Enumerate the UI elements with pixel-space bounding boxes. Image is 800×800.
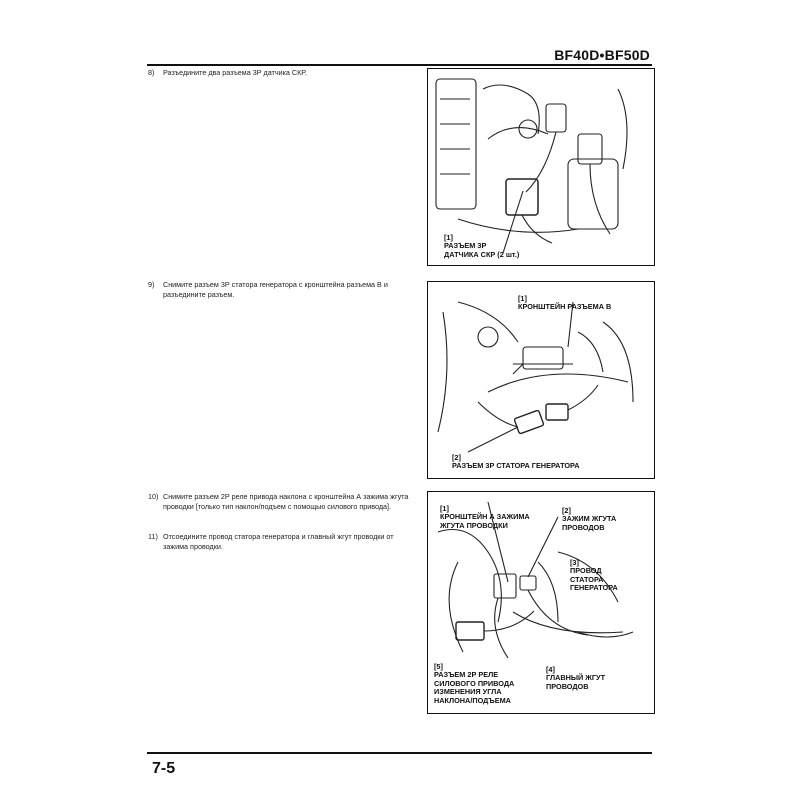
figure-generator-stator-connector [427,281,655,479]
callout-5: [5] РАЗЪЕМ 2Р РЕЛЕ СИЛОВОГО ПРИВОДА ИЗМЕНЕНИЯ УГЛА НАКЛОНА/ПОДЪЕМА [434,661,515,705]
step-number: 10) [148,492,159,501]
callout-2: [2] ЗАЖИМ ЖГУТА ПРОВОДОВ [562,505,617,532]
step-number: 11) [148,532,158,541]
callout-3: [3] ПРОВОД СТАТОРА ГЕНЕРАТОРА [570,557,618,593]
footer-divider [147,752,652,754]
page-number: 7-5 [152,760,176,777]
step-text: Отсоедините провод статора генератора и главный жгут проводки от зажима проводки. [163,532,394,551]
callout-1: [1] КРОНШТЕЙН РАЗЪЕМА В [518,293,612,312]
callout-1: [1] КРОНШТЕЙН А ЗАЖИМА ЖГУТА ПРОВОДКИ [440,503,530,530]
step-text: Снимите разъем 3Р статора генератора с кронштейна разъема В и разъедините разъем. [163,280,388,299]
step-number: 9) [148,280,155,289]
callout-1: [1] РАЗЪЕМ 3Р ДАТЧИКА СКР (2 шт.) [444,232,520,259]
step-number: 8) [148,68,155,77]
header-divider [147,64,652,66]
figure-ckp-sensor-connectors [427,68,655,266]
step-text: Разъедините два разъема 3Р датчика СКР. [163,68,307,77]
model-title: BF40D•BF50D [554,47,650,63]
figure-wire-harness-clamp [427,491,655,714]
step-9 [148,280,410,299]
step-10 [148,492,410,511]
callout-4: [4] ГЛАВНЫЙ ЖГУТ ПРОВОДОВ [546,664,606,691]
step-text: Снимите разъем 2Р реле привода наклона с кронштейна А зажима жгута проводки [только тип наклон/подъем с помощью силового привода]. [163,492,409,511]
callout-2: [2] РАЗЪЕМ 3Р СТАТОРА ГЕНЕРАТОРА [452,452,580,471]
step-11 [148,532,410,551]
step-8 [148,68,410,78]
